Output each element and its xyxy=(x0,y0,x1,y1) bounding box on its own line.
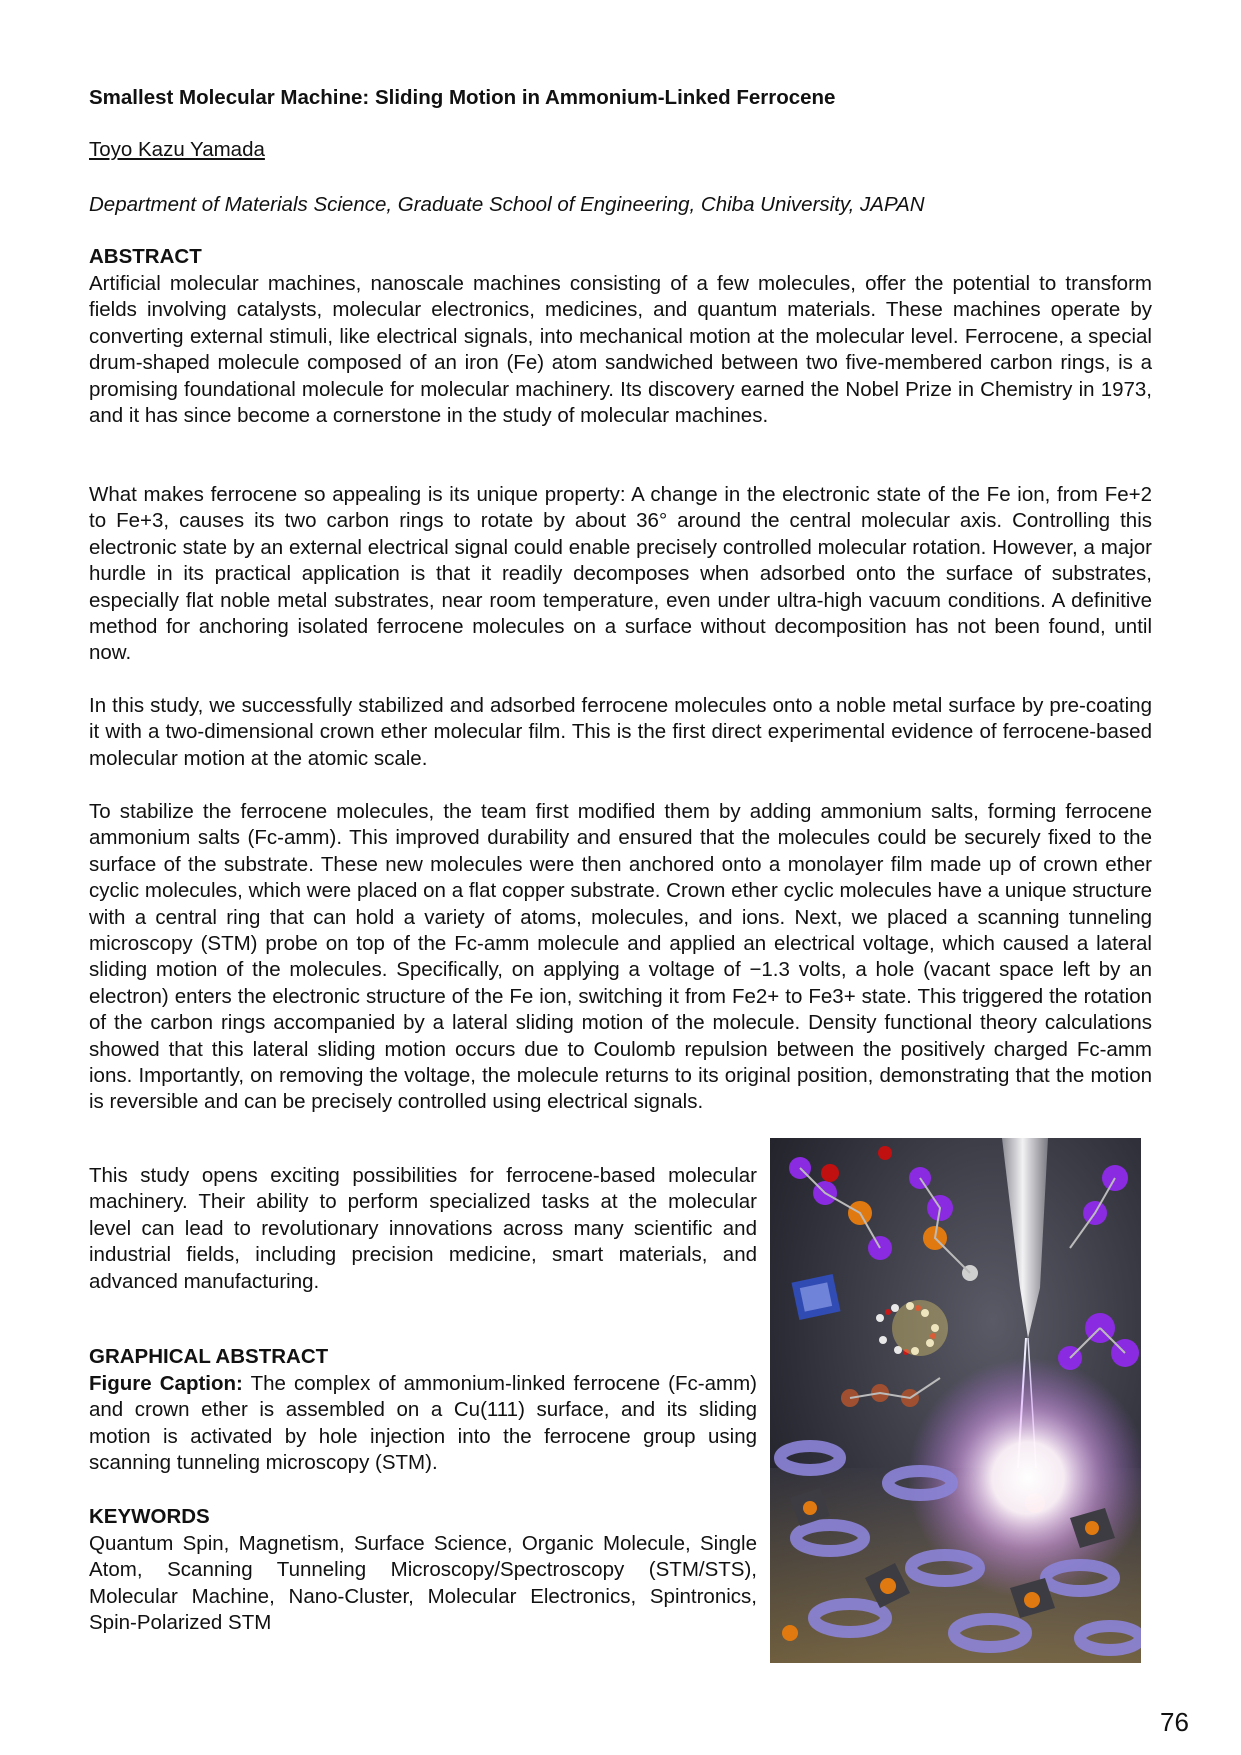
abstract-paragraph-3: In this study, we successfully stabilized and adsorbed ferrocene molecules onto a noble metal surface by pre-coating it with a two-dimensional crown ether molecular film. This is the first direct experimental evidence of ferrocene-based molecular motion at the atomic scale. xyxy=(89,694,1152,770)
graphical-abstract-image xyxy=(770,1138,1141,1663)
figure-caption xyxy=(89,1371,757,1477)
abstract-heading: ABSTRACT xyxy=(89,245,202,268)
keywords-heading: KEYWORDS xyxy=(89,1505,210,1528)
page-number: 76 xyxy=(1160,1707,1189,1737)
figure-caption-label: Figure Caption: xyxy=(89,1372,243,1395)
abstract-paragraph-1: Artificial molecular machines, nanoscale machines consisting of a few molecules, offer the potential to transform fields involving catalysts, molecular electronics, medicines, and quantum materials. These machines operate by converting external stimuli, like electrical signals, into mechanical motion at the molecular level. Ferrocene, a special drum-shaped molecule composed of an iron (Fe) atom sandwiched between two five-membered carbon rings, is a promising foundational molecule for molecular machinery. Its discovery earned the Nobel Prize in Chemistry in 1973, and it has since become a cornerstone in the study of molecular machines. xyxy=(89,272,1152,428)
abstract-paragraph-4: To stabilize the ferrocene molecules, the team first modified them by adding ammonium salts, forming ferrocene ammonium salts (Fc-amm). This improved durability and ensured that the molecules could be securely fixed to the surface of the substrate. These new molecules were then anchored onto a monolayer film made up of crown ether cyclic molecules, which were placed on a flat copper substrate. Crown ether cyclic molecules have a unique structure with a central ring that can hold a variety of atoms, molecules, and ions. Next, we placed a scanning tunneling microscopy (STM) probe on top of the Fc-amm molecule and applied an electrical voltage, which caused a lateral sliding motion of the molecules. Specifically, on applying a voltage of −1.3 volts, a hole (vacant space left by an electron) enters the electronic structure of the Fe ion, switching it from Fe2+ to Fe3+ state. This triggered the rotation of the carbon rings accompanied by a lateral sliding motion of the molecule. Density functional theory calculations showed that this lateral sliding motion occurs due to Coulomb repulsion between the positively charged Fc-amm ions. Importantly, on removing the voltage, the molecule returns to its original position, demonstrating that the motion is reversible and can be precisely controlled using electrical signals. xyxy=(89,800,1152,1114)
figure-caption-text: The complex of ammonium-linked ferrocene (Fc-amm) and crown ether is assembled on a Cu(111) surface, and its sliding motion is activated by hole injection into the ferrocene group using scanning tunneling microscopy (STM). xyxy=(89,1372,757,1475)
abstract-paragraph-5: This study opens exciting possibilities for ferrocene-based molecular machinery. Their ability to perform specialized tasks at the molecular level can lead to revolutionary innovations across many scientific and industrial fields, including precision medicine, smart materials, and advanced manufacturing. xyxy=(89,1164,757,1293)
abstract-paragraph-2: What makes ferrocene so appealing is its unique property: A change in the electronic state of the Fe ion, from Fe+2 to Fe+3, causes its two carbon rings to rotate by about 36° around the central molecular axis. Controlling this electronic state by an external electrical signal could enable precisely controlled molecular rotation. However, a major hurdle in its practical application is that it readily decomposes when adsorbed onto the surface of substrates, especially flat noble metal substrates, near room temperature, even under ultra-high vacuum conditions. A definitive method for anchoring isolated ferrocene molecules on a surface without decomposition has not been found, until now. xyxy=(89,483,1152,665)
author-name: Toyo Kazu Yamada xyxy=(89,138,265,161)
keywords-list: Quantum Spin, Magnetism, Surface Science, Organic Molecule, Single Atom, Scanning Tunneling Microscopy/Spectroscopy (STM/STS), Molecular Machine, Nano-Cluster, Molecular Electronics, Spintronics, Spin-Polarized STM xyxy=(89,1532,757,1635)
graphical-abstract-heading: GRAPHICAL ABSTRACT xyxy=(89,1345,329,1368)
stm-molecule-illustration xyxy=(770,1138,1141,1663)
paper-title: Smallest Molecular Machine: Sliding Motion in Ammonium-Linked Ferrocene xyxy=(89,86,836,109)
author-affiliation: Department of Materials Science, Graduate School of Engineering, Chiba University, JAPAN xyxy=(89,193,925,216)
